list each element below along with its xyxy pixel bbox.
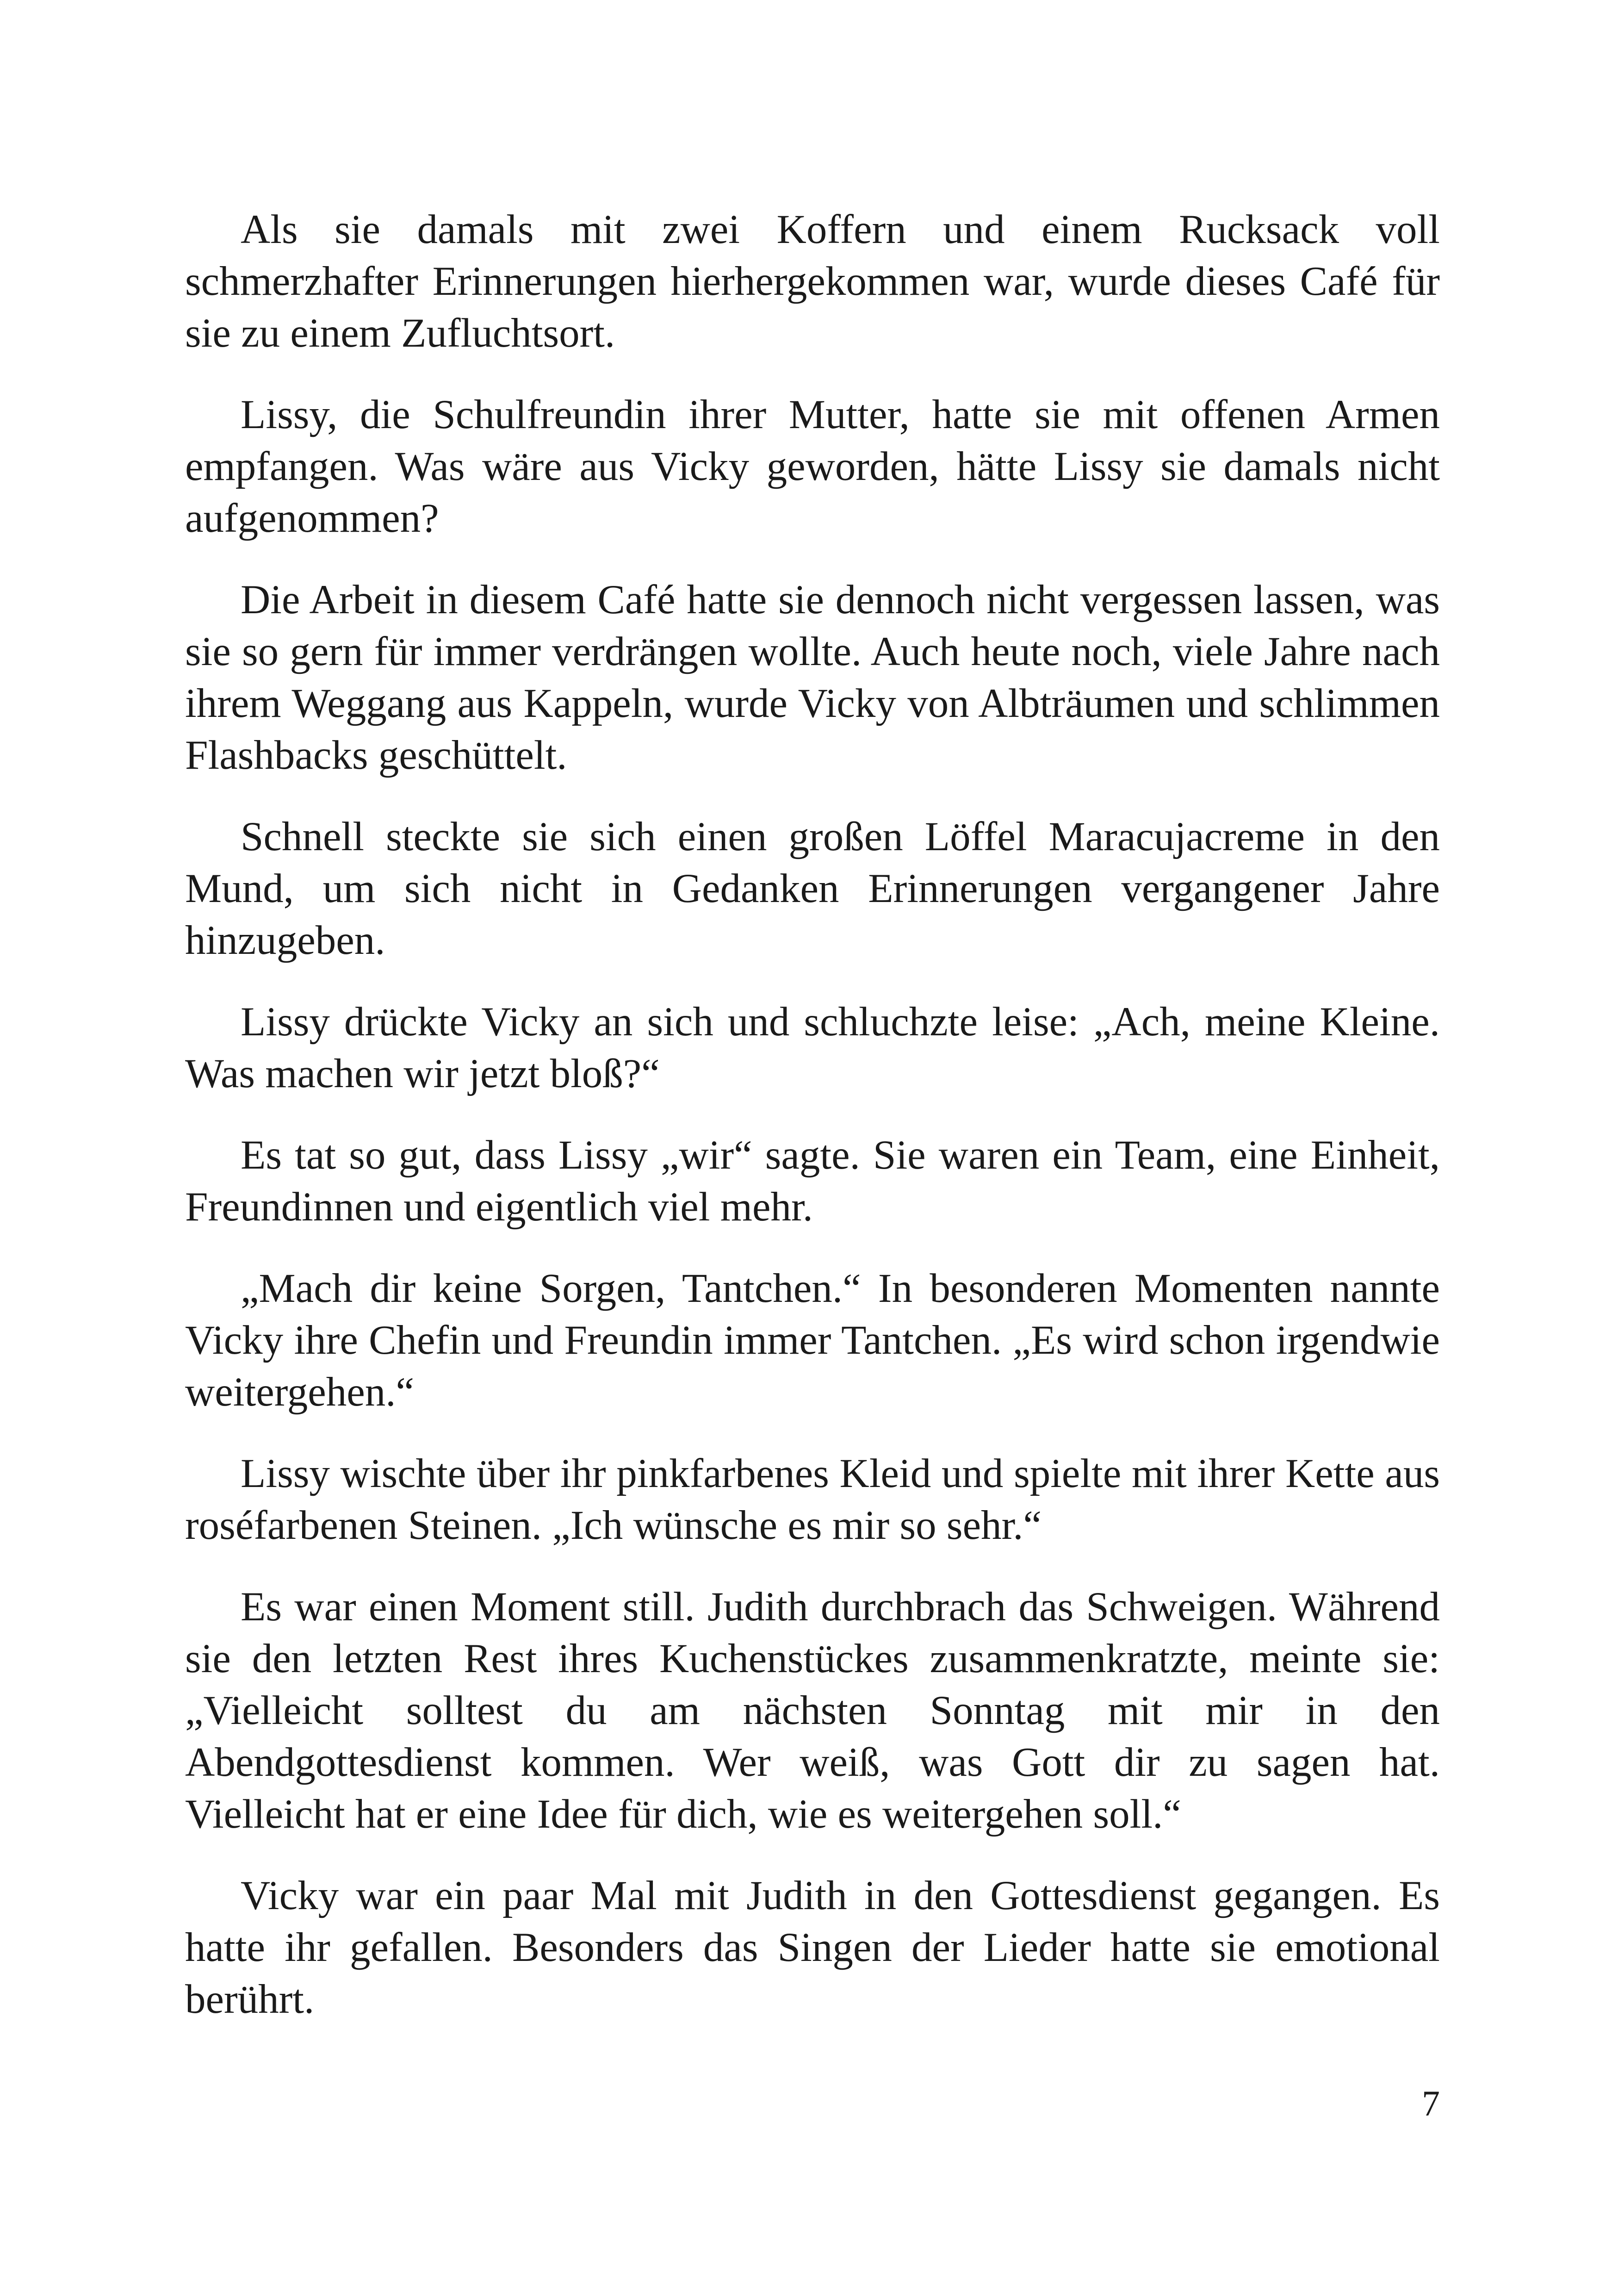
paragraph: Lissy, die Schulfreundin ihrer Mutter, hatte sie mit offenen Armen empfangen. Was wäre aus Vicky geworden, hätte Lissy sie damals nicht aufgenommen? (185, 392, 1440, 541)
paragraph: Es tat so gut, dass Lissy „wir“ sagte. Sie waren ein Team, eine Einheit, Freundinnen und eigentlich viel mehr. (185, 1132, 1440, 1230)
paragraph: Schnell steckte sie sich einen großen Löffel Maracujacreme in den Mund, um sich nicht in Gedanken Erinnerungen vergangener Jahre hinzugeben. (185, 814, 1440, 963)
paragraph: Lissy wischte über ihr pinkfarbenes Kleid und spielte mit ihrer Kette aus roséfarbenen Steinen. „Ich wünsche es mir so sehr.“ (185, 1451, 1440, 1548)
paragraph: Die Arbeit in diesem Café hatte sie dennoch nicht vergessen lassen, was sie so gern für immer verdrängen wollte. Auch heute noch, viele Jahre nach ihrem Weggang aus Kappeln, wurde Vicky von Albträumen und schlimmen Flashbacks geschüttelt. (185, 577, 1440, 778)
paragraph: Lissy drückte Vicky an sich und schluchzte leise: „Ach, meine Kleine. Was machen wir jetzt bloß?“ (185, 999, 1440, 1096)
paragraph: Als sie damals mit zwei Koffern und einem Rucksack voll schmerzhafter Erinnerungen hierhergekommen war, wurde dieses Café für sie zu einem Zufluchtsort. (185, 207, 1440, 356)
paragraph: „Mach dir keine Sorgen, Tantchen.“ In besonderen Momenten nannte Vicky ihre Chefin und Freundin immer Tantchen. „Es wird schon irgendwie weitergehen.“ (185, 1266, 1440, 1415)
page-number: 7 (1422, 2083, 1440, 2123)
paragraph: Vicky war ein paar Mal mit Judith in den Gottesdienst gegangen. Es hatte ihr gefallen. Besonders das Singen der Lieder hatte sie emotional berührt. (185, 1873, 1440, 2022)
paragraph: Es war einen Moment still. Judith durchbrach das Schweigen. Während sie den letzten Rest ihres Kuchenstückes zusammenkratzte, meinte sie: „Vielleicht solltest du am nächsten Sonntag mit mir in den Abendgottesdienst kommen. Wer weiß, was Gott dir zu sagen hat. Vielleicht hat er eine Idee für dich, wie es weitergehen soll.“ (185, 1584, 1440, 1837)
body-text (185, 204, 1440, 2055)
